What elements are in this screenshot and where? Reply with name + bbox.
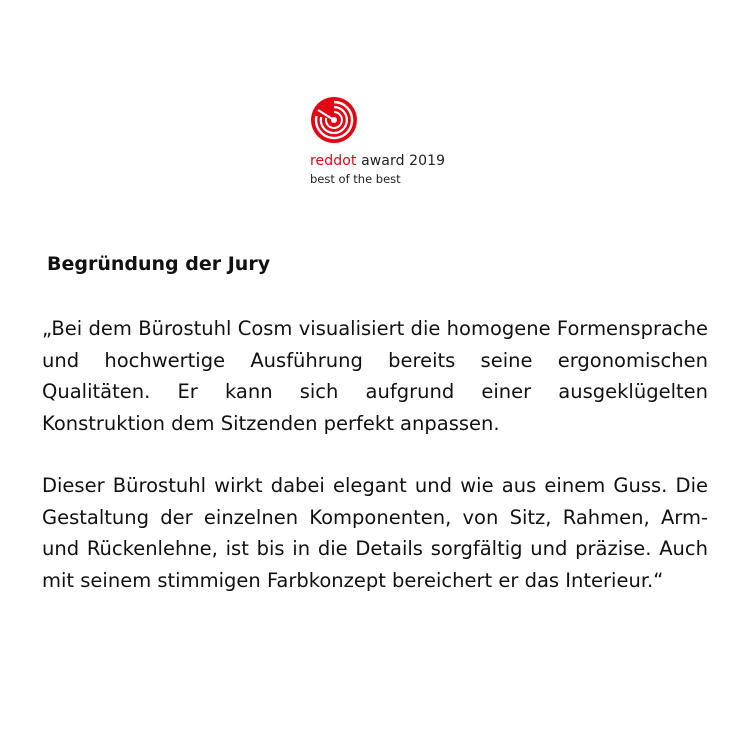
red-dot-award-badge <box>308 96 488 196</box>
award-word: award <box>361 153 405 169</box>
red-dot-award-logo-icon <box>310 96 358 144</box>
award-tagline: best of the best <box>310 172 401 186</box>
jury-paragraph-2: Dieser Bürostuhl wirkt dabei elegant und wie aus einem Guss. Die Gestaltung der einzelnen Komponenten, von Sitz, Rahmen, Arm- und Rückenlehne, ist bis in die Details sorgfältig und präzise. Auch mit seinem stimmigen Farbkonzept bereichert er das Interieur.“ <box>42 474 708 592</box>
award-brand-red: red <box>310 153 334 169</box>
jury-heading: Begründung der Jury <box>47 253 271 275</box>
jury-paragraph-1: „Bei dem Bürostuhl Cosm visualisiert die homogene Formensprache und hochwertige Ausführung bereits seine ergonomischen Qualitäten. Er kann sich aufgrund einer ausgeklügelten Konstruktion dem Sitzenden perfekt anpassen. <box>42 317 708 435</box>
award-year: 2019 <box>409 153 446 169</box>
award-brand-dot: dot <box>333 153 357 169</box>
award-title <box>310 153 445 169</box>
jury-statement <box>42 313 708 596</box>
